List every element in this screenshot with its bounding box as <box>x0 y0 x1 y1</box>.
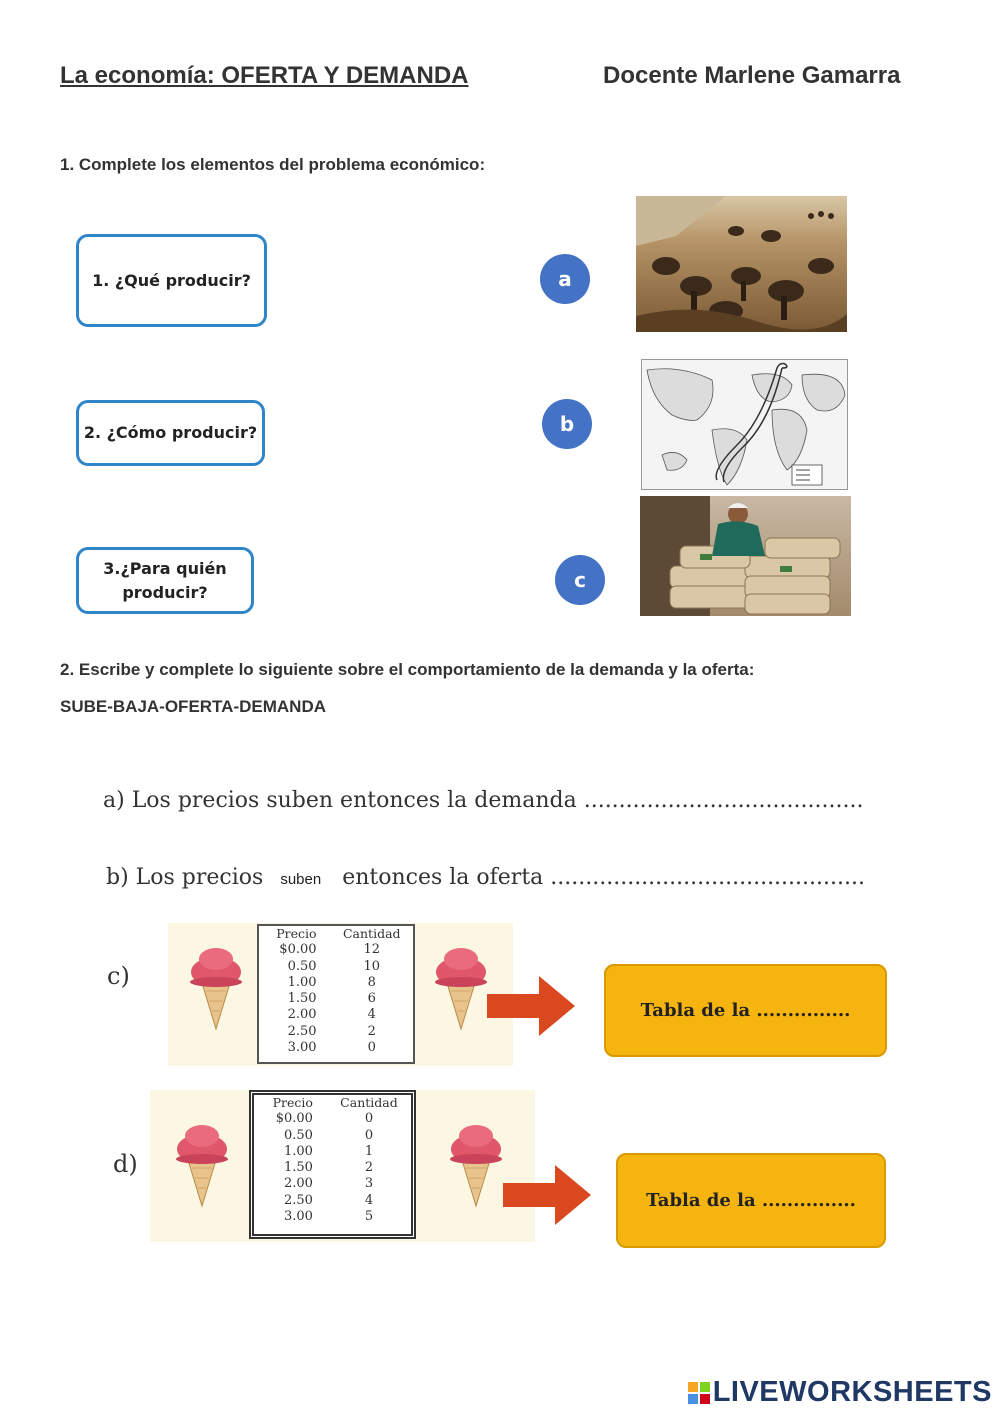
section1-instruction: 1. Complete los elementos del problema económico: <box>60 155 486 174</box>
question-label: 2. ¿Cómo producir? <box>83 423 258 443</box>
table-row: 2.00 4 <box>287 1007 376 1023</box>
table-row: 3.00 0 <box>287 1040 376 1056</box>
arrow-right-icon <box>487 976 575 1041</box>
question-box-para-quien-producir[interactable] <box>76 547 254 614</box>
table-row: 1.50 6 <box>287 991 376 1007</box>
table-row: 1.50 2 <box>283 1160 374 1176</box>
workers-digging-photo <box>636 196 847 332</box>
header-cantidad: Cantidad <box>342 926 401 941</box>
word-bank: SUBE-BAJA-OFERTA-DEMANDA <box>60 697 327 716</box>
logo-icon <box>688 1382 710 1404</box>
table-row: 1.00 1 <box>283 1143 374 1159</box>
answer-field-b[interactable]: suben <box>280 871 322 888</box>
question-box-como-producir[interactable] <box>76 400 265 466</box>
ice-cream-icon <box>174 1122 230 1213</box>
world-map-trade-routes <box>641 359 848 490</box>
table-row: $0.00 0 <box>275 1111 374 1127</box>
table-row: 2.50 4 <box>283 1192 374 1208</box>
header-precio: Precio <box>276 926 317 941</box>
teacher-name: Docente Marlene Gamarra <box>603 62 901 89</box>
ice-cream-icon <box>188 945 244 1036</box>
table-c-letter: c) <box>107 962 130 990</box>
sentence-b-end: entonces la oferta ............................................. <box>342 865 865 890</box>
ice-cream-icon <box>433 945 489 1036</box>
section2-instruction: 2. Escribe y complete lo siguiente sobre el comportamiento de la demanda y la oferta: <box>60 660 755 679</box>
answer-box-d[interactable]: Tabla de la ............... <box>616 1153 886 1248</box>
table-row: 1.00 8 <box>287 974 376 990</box>
header-cantidad: Cantidad <box>340 1095 398 1110</box>
brand-name: LIVEWORKSHEETS <box>712 1376 992 1408</box>
question-box-que-producir[interactable] <box>76 234 267 327</box>
worksheet-title: La economía: OFERTA Y DEMANDA <box>60 62 469 89</box>
sentence-a: a) Los precios suben entonces la demanda ........................................ <box>103 788 864 813</box>
option-circle-a[interactable]: a <box>540 254 590 304</box>
table-d-letter: d) <box>113 1150 138 1178</box>
arrow-right-icon <box>503 1165 591 1230</box>
option-circle-c[interactable]: c <box>555 555 605 605</box>
table-row: 0.50 10 <box>287 958 381 974</box>
question-label: 1. ¿Qué producir? <box>92 270 251 290</box>
demand-schedule-table <box>257 924 415 1064</box>
answer-box-c[interactable]: Tabla de la ............... <box>604 964 887 1057</box>
table-row: 0.50 0 <box>283 1127 374 1143</box>
option-circle-b[interactable]: b <box>542 399 592 449</box>
table-row: $0.00 12 <box>279 942 381 958</box>
table-row: 2.50 2 <box>287 1023 376 1039</box>
ice-cream-icon <box>448 1122 504 1213</box>
table-row: 2.00 3 <box>283 1176 374 1192</box>
table-row: 3.00 5 <box>283 1209 374 1225</box>
header-precio: Precio <box>272 1095 313 1110</box>
sentence-b-start: b) Los precios <box>106 865 264 890</box>
sentence-b <box>106 865 865 890</box>
question-label: 3.¿Para quién producir? <box>103 559 227 602</box>
supply-schedule-table <box>249 1090 416 1239</box>
worker-with-cement-bags-photo <box>640 496 851 616</box>
liveworksheets-logo <box>688 1376 992 1409</box>
